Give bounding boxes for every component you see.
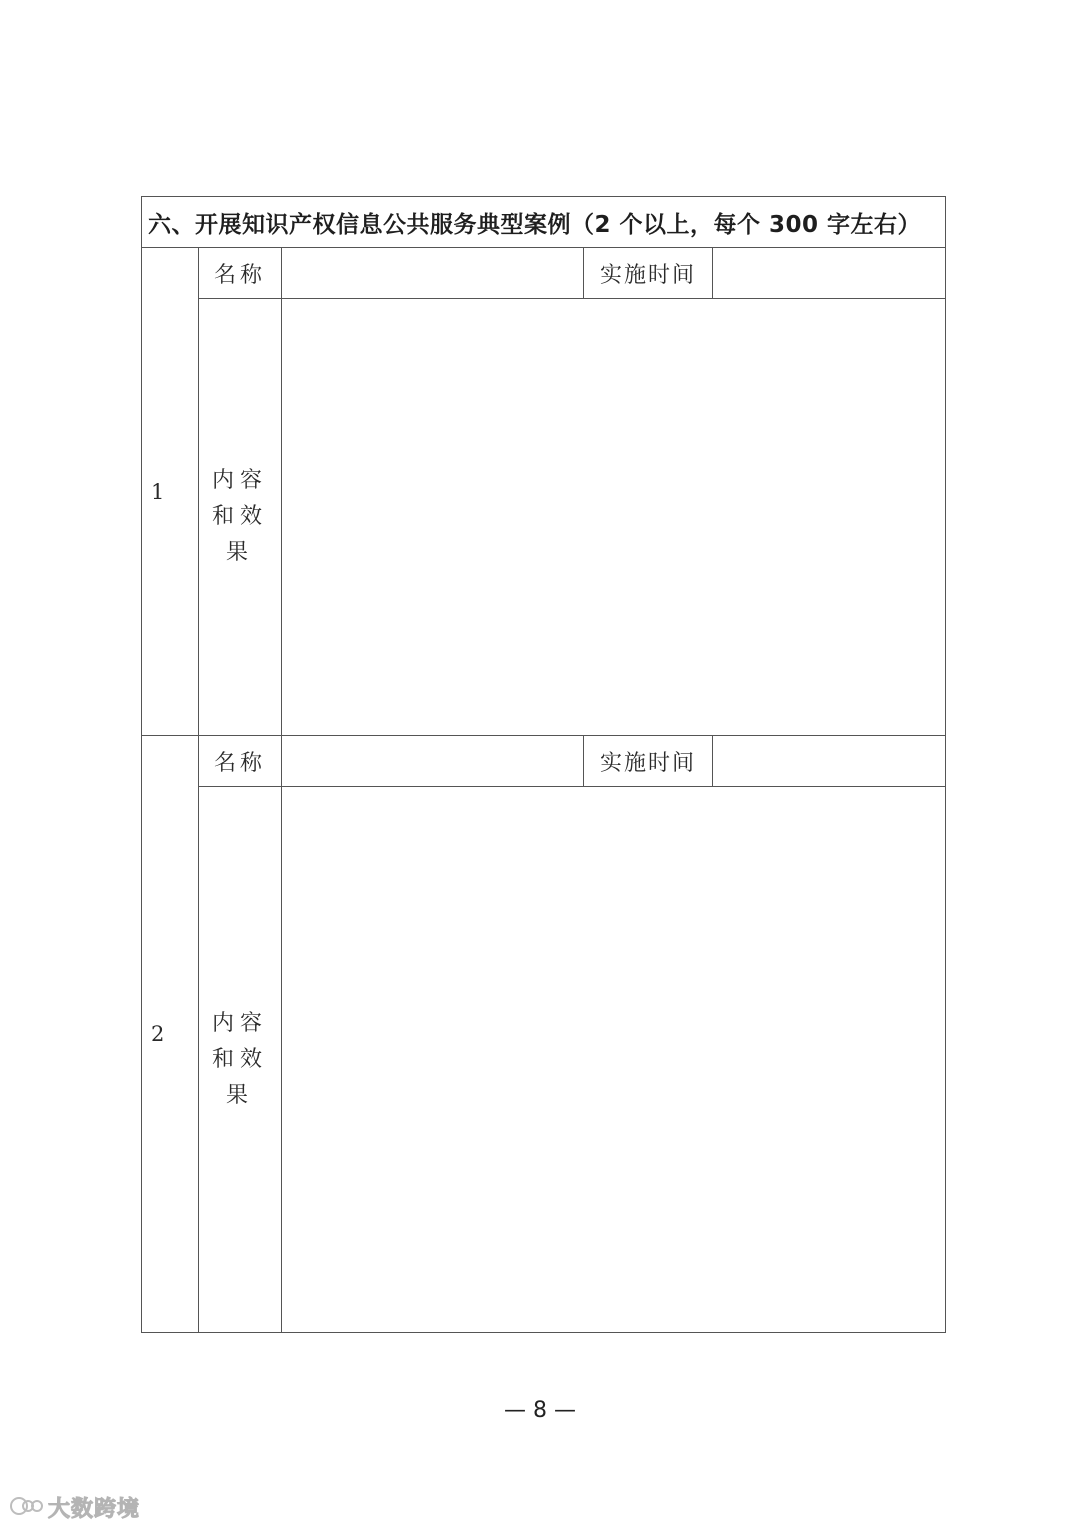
case-form-table (141, 196, 946, 1333)
case-1-content-row (142, 299, 946, 736)
date-field[interactable] (713, 248, 946, 299)
name-field[interactable] (282, 736, 584, 787)
date-label: 实施时间 (584, 248, 713, 299)
content-label-line: 内容 (211, 1010, 268, 1036)
date-label: 实施时间 (584, 736, 713, 787)
case-2-content-row (142, 787, 946, 1333)
brand-logo-icon (10, 1495, 44, 1521)
date-field[interactable] (713, 736, 946, 787)
watermark-text: 大数跨境 (48, 1497, 141, 1522)
page-number: — 8 — (504, 1398, 576, 1423)
content-field[interactable] (282, 299, 946, 736)
name-field[interactable] (282, 248, 584, 299)
name-label: 名称 (199, 248, 282, 299)
content-effect-label (199, 787, 282, 1333)
content-field[interactable] (282, 787, 946, 1333)
case-2-name-row (142, 736, 946, 787)
watermark (10, 1492, 140, 1523)
content-label-line: 和效 (211, 1046, 268, 1072)
content-label-line: 果 (225, 1082, 254, 1108)
content-label-line: 内容 (211, 468, 268, 493)
case-number: 1 (142, 248, 199, 736)
name-label: 名称 (199, 736, 282, 787)
case-number: 2 (142, 736, 199, 1333)
content-label-line: 和效 (211, 504, 268, 529)
content-effect-label (199, 299, 282, 736)
case-1-name-row (142, 248, 946, 299)
section-heading: 六、开展知识产权信息公共服务典型案例（2 个以上，每个 300 字左右） (142, 197, 946, 248)
content-label-line: 果 (225, 540, 254, 565)
